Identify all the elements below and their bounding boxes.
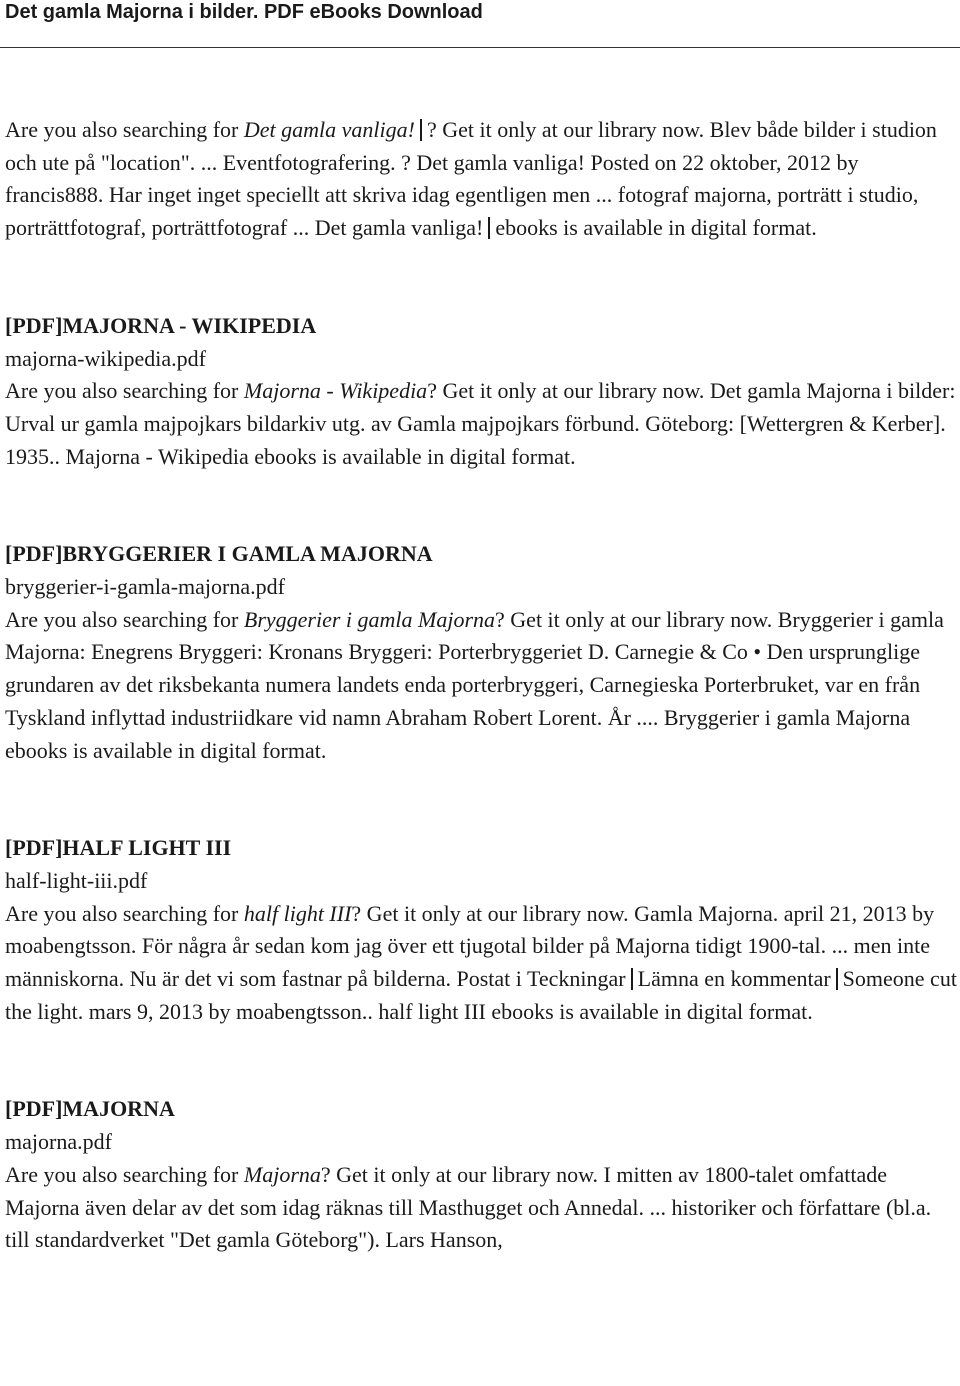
separator-bar — [488, 217, 490, 239]
entry-text: ? Get it only at our library now. Gamla Majorna. april 21, 2013 by moabengtsson. För några år sedan kom jag över ett tjugotal bilder på Majorna tidigt 1900-tal. ... men inte människorna. Nu är det vi som fastnar på bilderna. Postat i Teckningar — [5, 900, 935, 992]
entry-majorna — [5, 1093, 957, 1257]
header-divider — [0, 47, 960, 48]
entry-text: ? Get it only at our library now. I mitten av 1800-talet omfattade Majorna även delar av det som idag räknas till Masthugget och Annedal. ... historiker och författare (bl.a. till standardverket "Det gamla Göteborg"). Lars Hanson, — [5, 1161, 932, 1253]
entry-filename: bryggerier-i-gamla-majorna.pdf — [5, 574, 285, 600]
entry-majorna-wikipedia — [5, 310, 957, 474]
entry-query: Bryggerier i gamla Majorna — [243, 606, 496, 632]
entry-prefix: Are you also searching for — [5, 378, 244, 404]
entry-half-light — [5, 832, 957, 1028]
intro-suffix: ebooks is available in digital format. — [495, 215, 817, 241]
document-body — [5, 114, 957, 1257]
entry-text: ? Get it only at our library now. Det gamla Majorna i bilder: Urval ur gamla majpojkars bildarkiv utg. av Gamla majpojkars förbund. Göteborg: [Wettergren & Kerber]. 1935.. Majorna - Wikipedia ebooks is available in digital format. — [5, 378, 956, 469]
entry-filename: half-light-iii.pdf — [5, 867, 148, 893]
entry-bryggerier — [5, 538, 957, 767]
entry-query: half light III — [243, 900, 352, 926]
entry-prefix: Are you also searching for — [5, 1161, 244, 1187]
entry-query: Majorna - Wikipedia — [243, 378, 428, 404]
entry-title: [PDF]MAJORNA - WIKIPEDIA — [5, 312, 317, 338]
separator-bar — [631, 968, 633, 990]
entry-description — [5, 898, 957, 1029]
entry-title: [PDF]HALF LIGHT III — [5, 835, 232, 861]
entry-filename: majorna-wikipedia.pdf — [5, 345, 206, 371]
entry-description — [5, 1159, 957, 1257]
entry-title: [PDF]BRYGGERIER I GAMLA MAJORNA — [5, 541, 433, 567]
intro-prefix: Are you also searching for — [5, 117, 244, 142]
page-title: Det gamla Majorna i bilder. PDF eBooks Download — [5, 1, 483, 23]
intro-section — [5, 114, 957, 245]
entry-description — [5, 604, 957, 768]
separator-bar — [836, 968, 838, 990]
entry-title: [PDF]MAJORNA — [5, 1096, 175, 1122]
entry-text: Someone cut the light. mars 9, 2013 by moabengtsson.. half light III ebooks is available in digital format. — [5, 966, 957, 1024]
entry-prefix: Are you also searching for — [5, 606, 244, 632]
entry-prefix: Are you also searching for — [5, 900, 244, 926]
entry-text: ? Get it only at our library now. Bryggerier i gamla Majorna: Enegrens Bryggeri: Kronans Bryggeri: Porterbryggeriet D. Carnegie & Co • Den ursprunglige grundaren av det riksbekanta numera landets enda porterbryggeri, Carnegieska Porterbruket, var en från Tyskland inflyttad industriidkare vid namn Abraham Robert Lorent. År .... Bryggerier i gamla Majorna ebooks is available in digital format. — [5, 606, 944, 763]
intro-query: Det gamla vanliga! — [243, 117, 415, 142]
entry-description — [5, 375, 957, 473]
intro-body: ? Get it only at our library now. Blev både bilder i studion och ute på "location". ... Eventfotografering. ? Det gamla vanliga! Posted on 22 oktober, 2012 by francis888. Har inget inget speciellt att skriva idag egentligen men ... fotograf majorna, porträtt i studio, porträttfotograf, porträttfotograf ... Det gamla vanliga! — [5, 117, 937, 241]
entry-query: Majorna — [243, 1161, 321, 1187]
entry-text: Lämna en kommentar — [637, 966, 831, 992]
entry-filename: majorna.pdf — [5, 1129, 112, 1155]
intro-text — [5, 114, 957, 245]
separator-bar — [420, 119, 422, 141]
